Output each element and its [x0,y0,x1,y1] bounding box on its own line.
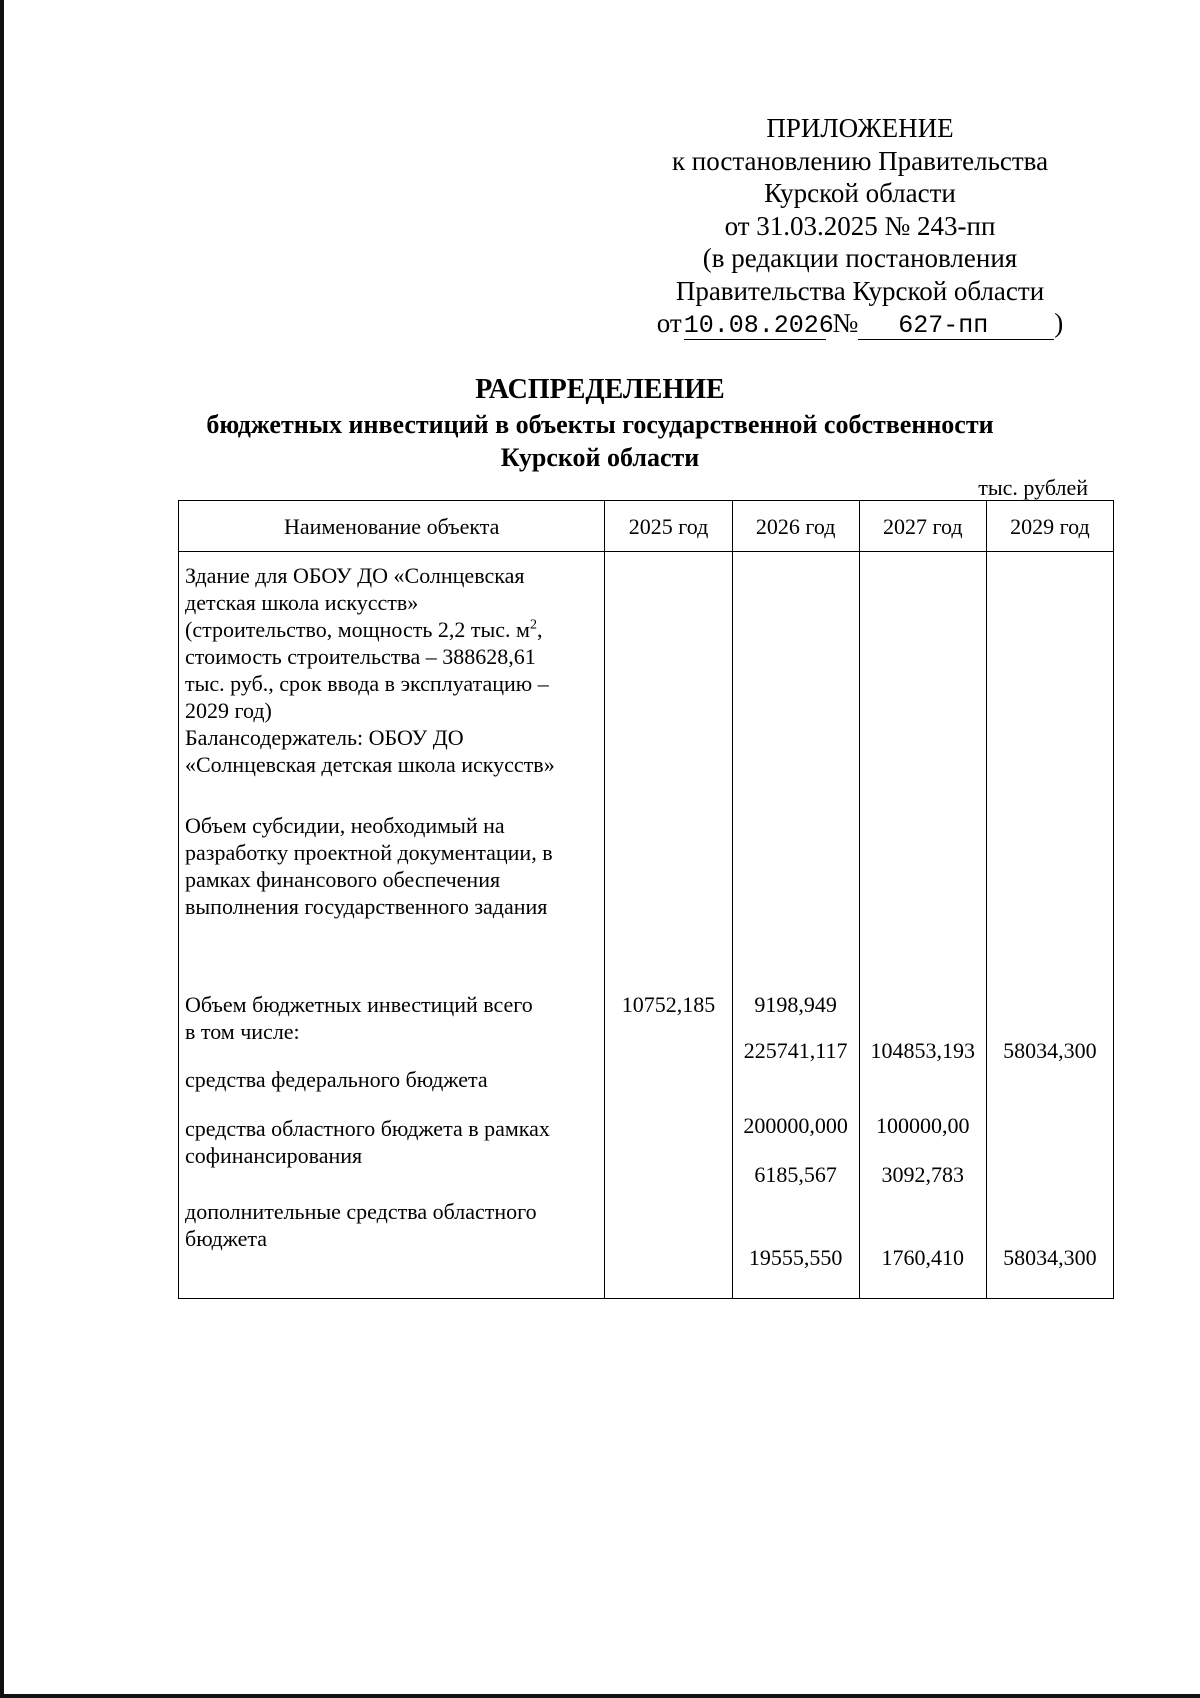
object-name-cell [179,552,605,1299]
object-line: 2029 год) [185,698,272,723]
units-label: тыс. рублей [978,475,1088,500]
regional-value-2029 [987,1161,1113,1244]
amendment-line [640,307,1080,340]
row-label-line: Объем бюджетных инвестиций всего [185,992,533,1017]
regional-value-2026: 6185,567 [754,1162,837,1187]
additional-value-2026: 19555,550 [748,1245,843,1270]
header-year-2026: 2026 год [732,501,859,552]
spacer [860,552,986,991]
appendix-line-4: (в редакции постановления [702,243,1018,273]
object-line: «Солнцевская детская школа искусств» [185,752,555,777]
row-label-regional-cofinancing [185,1115,598,1198]
spacer [987,552,1113,991]
object-line-text: , [536,617,543,642]
federal-value-2027: 100000,00 [876,1113,970,1138]
object-description [185,562,598,812]
subsidy-line: выполнения государственного задания [185,894,548,919]
subsidy-value-2029 [987,991,1113,1037]
total-value-2027: 104853,193 [870,1038,976,1063]
row-label-line: в том числе: [185,1019,300,1044]
investment-table [178,500,1114,1299]
appendix-line-3: от 31.03.2025 № 243-пп [724,210,996,241]
appendix-line-2: Курской области [764,178,956,208]
additional-value-2027: 1760,410 [881,1245,965,1270]
row-label-additional-regional [185,1198,598,1252]
total-value-2025 [605,1037,731,1112]
subsidy-value-2026: 9198,949 [754,992,837,1017]
regional-value-2027: 3092,783 [881,1162,965,1187]
amendment-number: 627-пп [858,313,1054,340]
regional-value-2025 [605,1161,731,1244]
table-header-row [179,501,1114,552]
additional-value-2025 [605,1244,731,1298]
appendix-line-1: к постановлению Правительства [671,145,1049,176]
row-label-line: бюджета [185,1226,268,1251]
scan-edge-left [0,0,4,1698]
appendix-heading: ПРИЛОЖЕНИЕ [766,113,954,143]
spacer [605,552,731,991]
federal-value-2025 [605,1112,731,1161]
subsidy-line: рамках финансового обеспечения [185,867,501,892]
object-line: детская школа искусств» [185,590,419,615]
federal-value-2026: 200000,000 [743,1113,848,1138]
from-prefix: от [656,308,682,338]
spacer [733,552,859,991]
scan-edge-bottom [0,1694,1200,1698]
total-value-2026: 225741,117 [743,1038,848,1063]
row-label-line: средства областного бюджета в рамках [185,1116,550,1141]
row-label-federal [185,1066,598,1115]
additional-value-2029: 58034,300 [1003,1245,1097,1270]
number-sign: № [832,308,859,338]
subsidy-value-2027 [860,991,986,1037]
object-line: Здание для ОБОУ ДО «Солнцевская [185,563,525,588]
document-title: РАСПРЕДЕЛЕНИЕ [475,374,725,405]
total-value-2029: 58034,300 [1003,1038,1097,1063]
subsidy-line: разработку проектной документации, в [185,840,553,865]
year-2029-column [986,552,1113,1299]
row-label-line: дополнительные средства областного [185,1199,537,1224]
appendix-block [640,112,1080,340]
row-label-line: средства федерального бюджета [185,1067,488,1092]
year-2026-column [732,552,859,1299]
year-2025-column [605,552,732,1299]
closing-paren: ) [1054,308,1064,338]
year-2027-column [859,552,986,1299]
amendment-date: 10.08.2026 [683,311,834,340]
subsidy-value-2025: 10752,185 [621,992,716,1017]
header-object-name: Наименование объекта [179,501,605,552]
row-label-line: софинансирования [185,1143,363,1168]
object-line-text: (строительство, мощность 2,2 тыс. м [185,617,530,642]
object-line: Балансодержатель: ОБОУ ДО [185,725,464,750]
superscript: 2 [529,617,537,633]
federal-value-2029 [987,1112,1113,1161]
header-year-2029: 2029 год [986,501,1113,552]
header-year-2027: 2027 год [859,501,986,552]
document-subtitle-1: бюджетных инвестиций в объекты государственной собственности [206,410,994,439]
table-body-row [179,552,1114,1299]
object-line: стоимость строительства – 388628,61 [185,644,536,669]
object-line: тыс. руб., срок ввода в эксплуатацию – [185,671,549,696]
header-year-2025: 2025 год [605,501,732,552]
row-label-total [185,991,598,1066]
object-line [185,616,598,643]
appendix-line-5: Правительства Курской области [675,275,1045,306]
subsidy-line: Объем субсидии, необходимый на [185,813,505,838]
document-subtitle-2: Курской области [500,443,700,472]
subsidy-description [185,812,598,991]
